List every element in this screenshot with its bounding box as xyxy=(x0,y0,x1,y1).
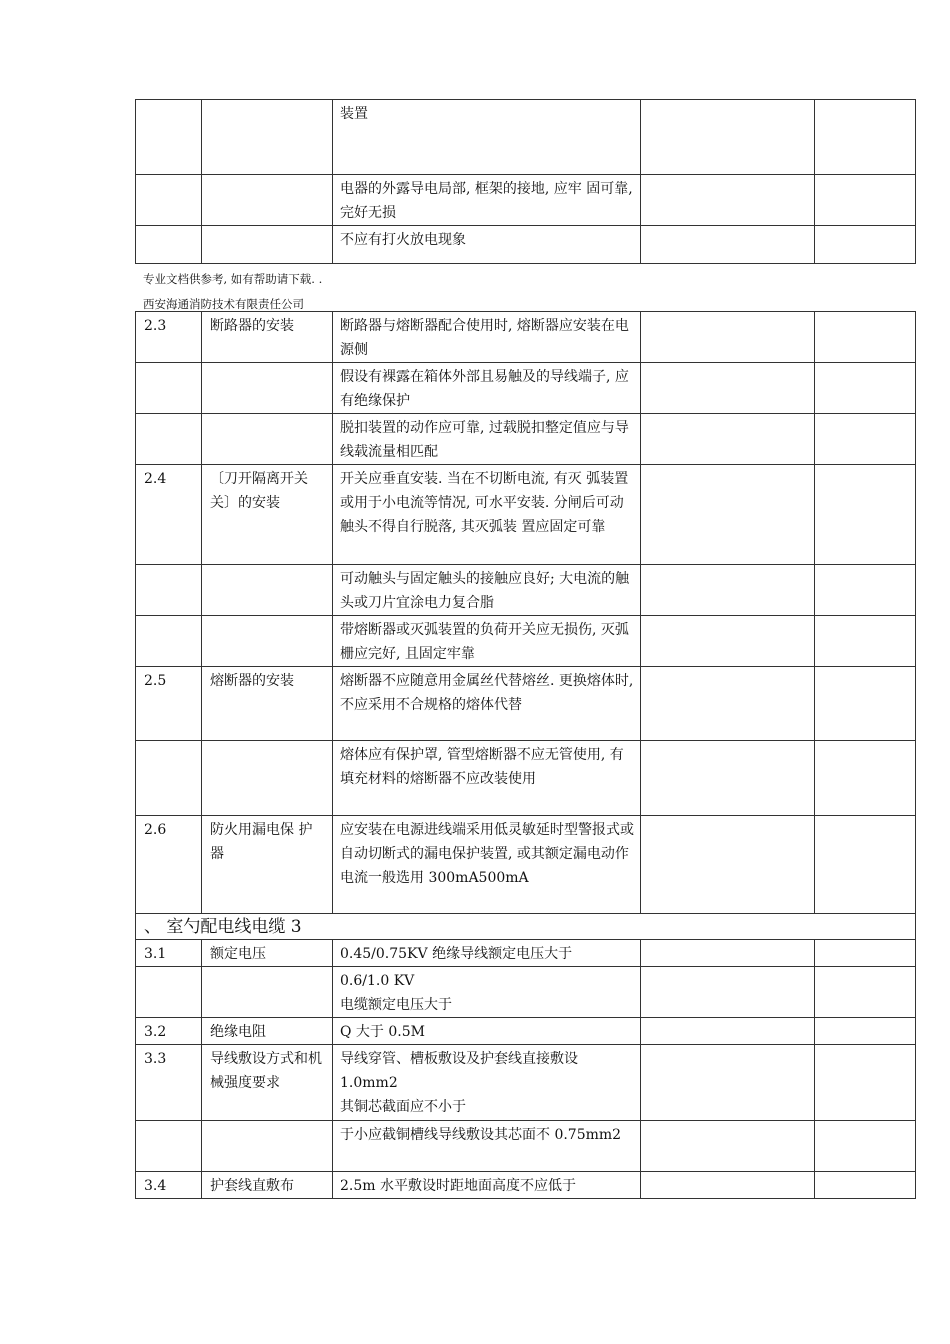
result-cell xyxy=(641,565,815,616)
item-name: 额定电压 xyxy=(202,940,333,967)
remark-cell xyxy=(815,565,916,616)
result-cell xyxy=(641,100,815,175)
item-number xyxy=(136,741,202,816)
item-number: 3.2 xyxy=(136,1018,202,1045)
item-name xyxy=(202,226,333,264)
section-row xyxy=(136,914,916,940)
section-heading: 、 室勺配电线电缆 3 xyxy=(136,914,916,940)
table-row xyxy=(136,1018,916,1045)
item-requirement: 2.5m 水平敷设时距地面高度不应低于 xyxy=(333,1172,641,1199)
table-row xyxy=(136,100,916,175)
item-requirement: 可动触头与固定触头的接触应良好; 大电流的触头或刀片宜涂电力复合脂 xyxy=(333,565,641,616)
result-cell xyxy=(641,1172,815,1199)
item-name xyxy=(202,175,333,226)
table-row xyxy=(136,940,916,967)
remark-cell xyxy=(815,175,916,226)
item-number xyxy=(136,565,202,616)
table-row xyxy=(136,741,916,816)
item-requirement: 电器的外露导电局部, 框架的接地, 应牢 固可靠, 完好无损 xyxy=(333,175,641,226)
item-name xyxy=(202,414,333,465)
item-name xyxy=(202,565,333,616)
result-cell xyxy=(641,1018,815,1045)
remark-cell xyxy=(815,1172,916,1199)
table-row xyxy=(136,816,916,914)
item-requirement: 0.45/0.75KV 绝缘导线额定电压大于 xyxy=(333,940,641,967)
result-cell xyxy=(641,414,815,465)
table-row xyxy=(136,1121,916,1172)
remark-cell xyxy=(815,100,916,175)
item-requirement: 于小应截铜槽线导线敷设其芯面不 0.75mm2 xyxy=(333,1121,641,1172)
item-number: 3.4 xyxy=(136,1172,202,1199)
item-requirement: 不应有打火放电现象 xyxy=(333,226,641,264)
remark-cell xyxy=(815,967,916,1018)
table-row xyxy=(136,363,916,414)
item-name xyxy=(202,1121,333,1172)
item-name xyxy=(202,363,333,414)
item-name xyxy=(202,741,333,816)
item-number xyxy=(136,967,202,1018)
item-name: 防火用漏电保 护器 xyxy=(202,816,333,914)
item-number xyxy=(136,414,202,465)
table-row xyxy=(136,312,916,363)
remark-cell xyxy=(815,816,916,914)
inspection-table-top xyxy=(135,99,916,264)
item-requirement: 熔断器不应随意用金属丝代替熔丝. 更换熔体时, 不应采用不合规格的熔体代替 xyxy=(333,667,641,741)
item-number: 3.3 xyxy=(136,1045,202,1121)
remark-cell xyxy=(815,1018,916,1045)
result-cell xyxy=(641,1045,815,1121)
remark-cell xyxy=(815,616,916,667)
item-requirement: Q 大于 0.5M xyxy=(333,1018,641,1045)
table-row xyxy=(136,967,916,1018)
remark-cell xyxy=(815,741,916,816)
item-requirement: 带熔断器或灭弧装置的负荷开关应无损伤, 灭弧栅应完好, 且固定牢靠 xyxy=(333,616,641,667)
item-number xyxy=(136,100,202,175)
item-number xyxy=(136,616,202,667)
item-requirement: 熔体应有保护罩, 管型熔断器不应无管使用, 有填充材料的熔断器不应改装使用 xyxy=(333,741,641,816)
remark-cell xyxy=(815,465,916,565)
result-cell xyxy=(641,667,815,741)
item-number xyxy=(136,226,202,264)
item-number: 2.4 xyxy=(136,465,202,565)
result-cell xyxy=(641,616,815,667)
remark-cell xyxy=(815,312,916,363)
remark-cell xyxy=(815,1121,916,1172)
item-requirement: 装置 xyxy=(333,100,641,175)
inspection-table-main xyxy=(135,311,916,1199)
result-cell xyxy=(641,816,815,914)
item-number: 2.5 xyxy=(136,667,202,741)
table-row xyxy=(136,1172,916,1199)
remark-cell xyxy=(815,226,916,264)
table-row xyxy=(136,667,916,741)
result-cell xyxy=(641,940,815,967)
item-name xyxy=(202,967,333,1018)
item-name xyxy=(202,616,333,667)
item-name: 绝缘电阻 xyxy=(202,1018,333,1045)
item-number: 2.6 xyxy=(136,816,202,914)
table-row xyxy=(136,175,916,226)
item-number xyxy=(136,363,202,414)
item-requirement: 开关应垂直安装. 当在不切断电流, 有灭 弧装置或用于小电流等情况, 可水平安装. 分闸后可动触头不得自行脱落, 其灭弧装 置应固定可靠 xyxy=(333,465,641,565)
table-row xyxy=(136,226,916,264)
item-name: 护套线直敷布 xyxy=(202,1172,333,1199)
item-number: 3.1 xyxy=(136,940,202,967)
table-row xyxy=(136,565,916,616)
result-cell xyxy=(641,741,815,816)
item-requirement: 假设有裸露在箱体外部且易触及的导线端子, 应有绝缘保护 xyxy=(333,363,641,414)
item-number xyxy=(136,1121,202,1172)
item-requirement: 导线穿管、槽板敷设及护套线直接敷设 1.0mm2 其铜芯截面应不小于 xyxy=(333,1045,641,1121)
result-cell xyxy=(641,967,815,1018)
remark-cell xyxy=(815,363,916,414)
item-name: 导线敷设方式和机械强度要求 xyxy=(202,1045,333,1121)
table-row xyxy=(136,1045,916,1121)
item-name: 熔断器的安装 xyxy=(202,667,333,741)
result-cell xyxy=(641,312,815,363)
item-name: 断路器的安装 xyxy=(202,312,333,363)
company-header: 西安海通消防技术有限责任公司 xyxy=(143,297,304,311)
item-name xyxy=(202,100,333,175)
remark-cell xyxy=(815,414,916,465)
remark-cell xyxy=(815,1045,916,1121)
table-row xyxy=(136,616,916,667)
result-cell xyxy=(641,1121,815,1172)
item-name: 〔刀开隔离开关关〕的安装 xyxy=(202,465,333,565)
table-row xyxy=(136,465,916,565)
remark-cell xyxy=(815,940,916,967)
item-number: 2.3 xyxy=(136,312,202,363)
result-cell xyxy=(641,465,815,565)
result-cell xyxy=(641,226,815,264)
item-requirement: 脱扣装置的动作应可靠, 过载脱扣整定值应与导线载流量相匹配 xyxy=(333,414,641,465)
footer-note: 专业文档供参考, 如有帮助请下载. . xyxy=(143,272,323,286)
item-number xyxy=(136,175,202,226)
item-requirement: 断路器与熔断器配合使用时, 熔断器应安装在电源侧 xyxy=(333,312,641,363)
result-cell xyxy=(641,363,815,414)
item-requirement: 应安装在电源进线端采用低灵敏延时型警报式或自动切断式的漏电保护装置, 或其额定漏电动作电流一般选用 300mA500mA xyxy=(333,816,641,914)
item-requirement: 0.6/1.0 KV 电缆额定电压大于 xyxy=(333,967,641,1018)
table-row xyxy=(136,414,916,465)
result-cell xyxy=(641,175,815,226)
remark-cell xyxy=(815,667,916,741)
